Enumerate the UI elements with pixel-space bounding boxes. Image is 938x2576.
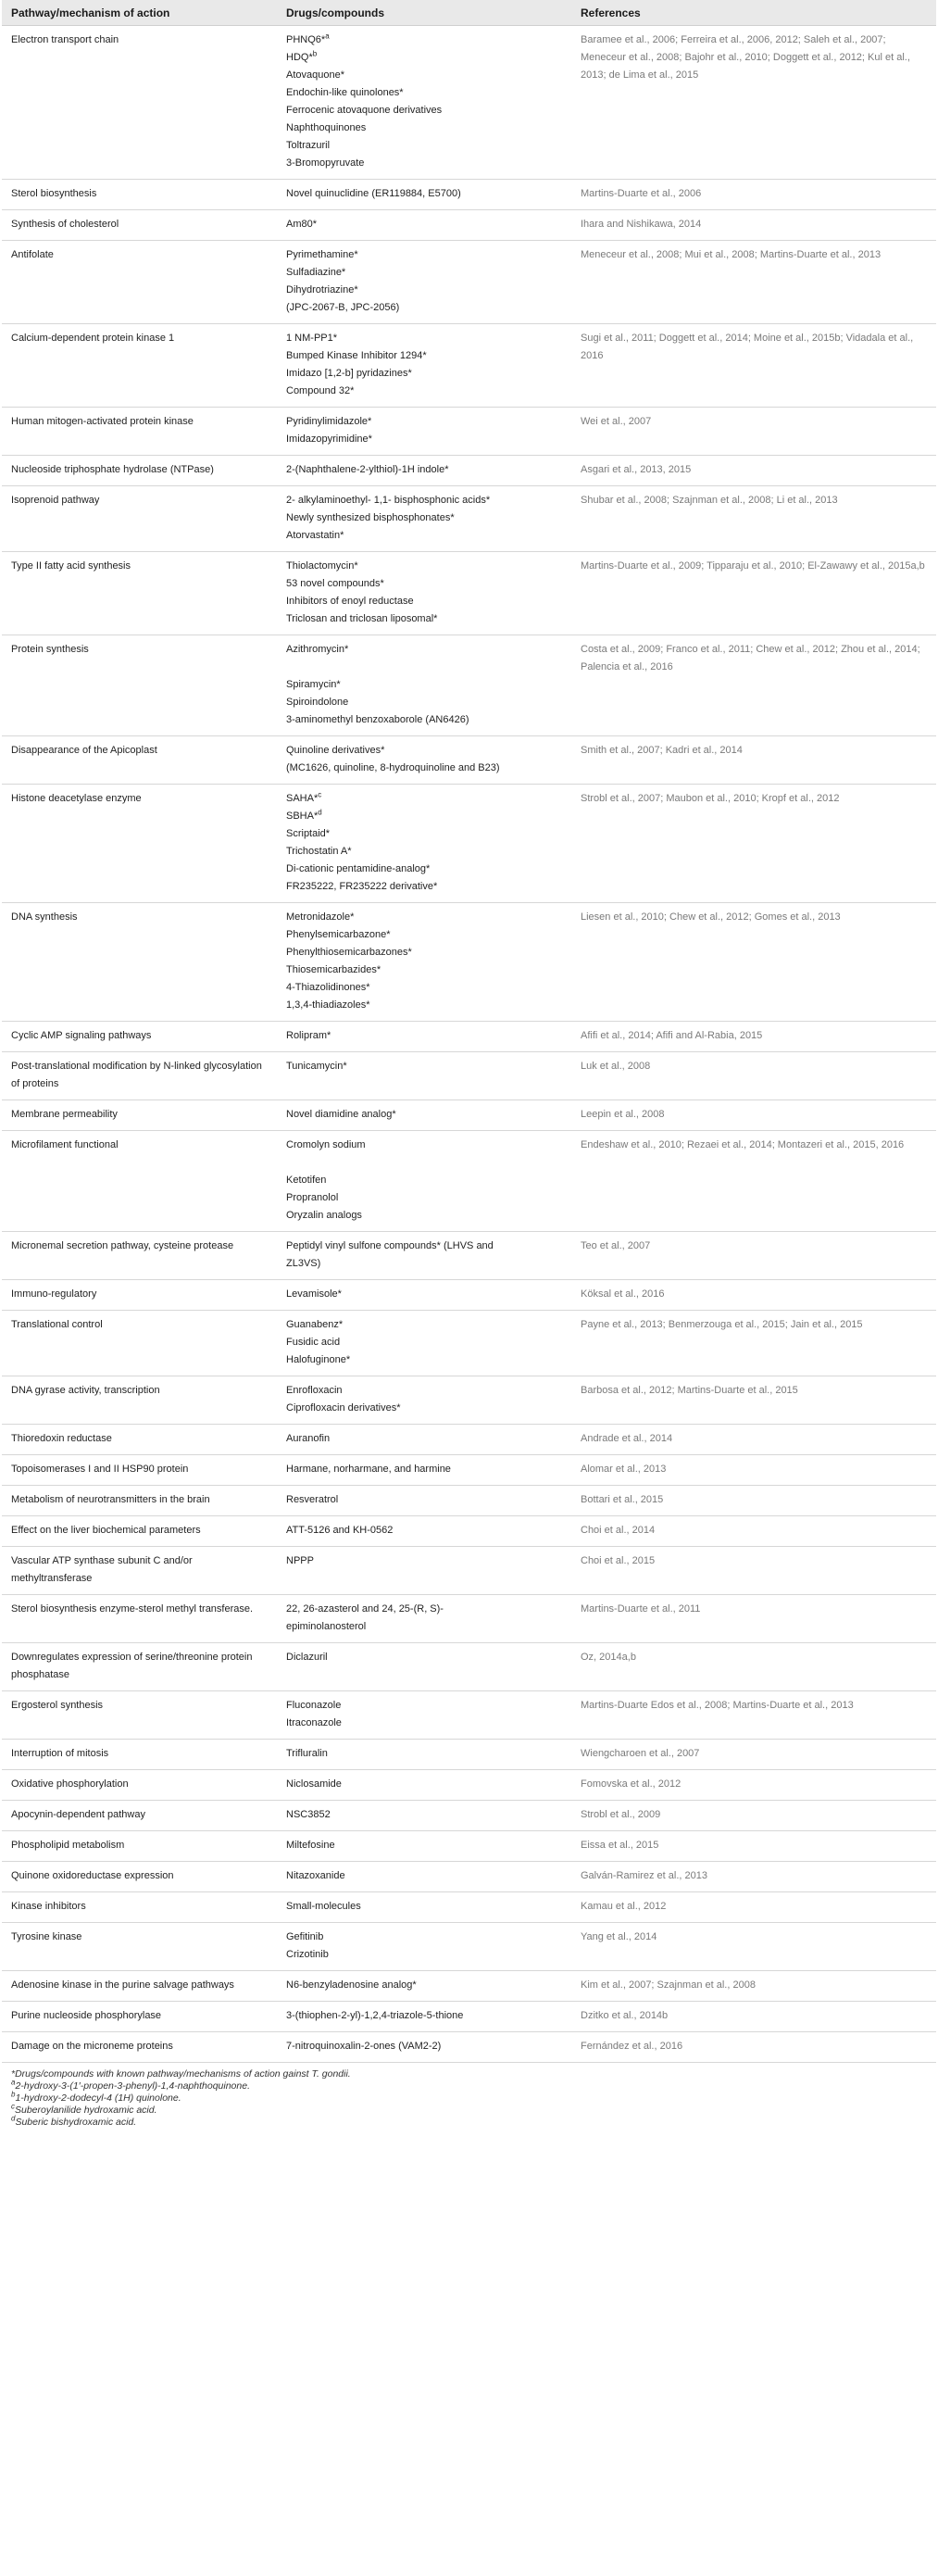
table-row [2,1595,936,1643]
drugs-cell [277,324,571,408]
drugs-cell [277,210,571,241]
drugs-cell [277,241,571,324]
drugs-cell [277,1232,571,1280]
drug-item: Ferrocenic atovaquone derivatives [286,105,443,116]
drug-item: Peptidyl vinyl sulfone compounds* (LHVS and [286,1240,494,1251]
table-row [2,736,936,785]
drug-item: Naphthoquinones [286,122,367,133]
drug-item: Resveratrol [286,1494,339,1505]
drug-item: Sulfadiazine* [286,267,346,278]
pathway-cell: Antifolate [2,241,277,324]
pathway-cell: Kinase inhibitors [2,1892,277,1923]
drugs-cell [277,1892,571,1923]
references-cell: Afifi et al., 2014; Afifi and Al-Rabia, 2015 [571,1022,936,1052]
table-row [2,2032,936,2063]
drug-item: Di-cationic pentamidine-analog* [286,863,431,874]
table-row [2,1923,936,1971]
drug-item: Compound 32* [286,385,355,396]
drugs-cell [277,1516,571,1547]
drug-item: (JPC-2067-B, JPC-2056) [286,302,400,313]
drug-item [286,659,562,676]
drug-item: Pyrimethamine* [286,249,358,260]
pathway-cell: Damage on the microneme proteins [2,2032,277,2063]
drug-item: SAHA*$^c$ [286,790,322,804]
drugs-cell [277,2032,571,2063]
table-row [2,324,936,408]
pathway-cell: Oxidative phosphorylation [2,1770,277,1801]
drug-item: 2-(Naphthalene-2-ylthiol)-1H indole* [286,464,449,475]
drug-item: Nitazoxanide [286,1870,345,1881]
drugs-cell [277,1801,571,1831]
drug-item: NPPP [286,1555,314,1566]
table-row [2,486,936,552]
pathway-cell: Immuno-regulatory [2,1280,277,1311]
drugs-cell [277,486,571,552]
pathway-cell: Electron transport chain [2,26,277,180]
references-cell: Meneceur et al., 2008; Mui et al., 2008; Martins-Duarte et al., 2013 [571,241,936,324]
drug-item: FR235222, FR235222 derivative* [286,881,438,892]
drug-item: Itraconazole [286,1717,342,1728]
drugs-cell [277,1486,571,1516]
references-cell: Martins-Duarte et al., 2011 [571,1595,936,1643]
table-row [2,26,936,180]
table-row [2,180,936,210]
drug-item: Guanabenz* [286,1319,344,1330]
drug-item: ZL3VS) [286,1258,321,1269]
pathway-cell: Sterol biosynthesis enzyme-sterol methyl transferase. [2,1595,277,1643]
references-cell: Liesen et al., 2010; Chew et al., 2012; Gomes et al., 2013 [571,903,936,1022]
references-cell: Eissa et al., 2015 [571,1831,936,1862]
pathway-cell: Ergosterol synthesis [2,1691,277,1740]
drugs-cell [277,1770,571,1801]
drug-item: Imidazopyrimidine* [286,434,372,445]
pathway-cell: Purine nucleoside phosphorylase [2,2002,277,2032]
references-cell: Wei et al., 2007 [571,408,936,456]
drug-item: Novel diamidine analog* [286,1109,396,1120]
table-row [2,1547,936,1595]
pathway-cell: Histone deacetylase enzyme [2,785,277,903]
references-cell: Martins-Duarte Edos et al., 2008; Martins-Duarte et al., 2013 [571,1691,936,1740]
drug-item: Novel quinuclidine (ER119884, E5700) [286,188,461,199]
table-row [2,1770,936,1801]
pathway-cell: Membrane permeability [2,1100,277,1131]
table-row [2,785,936,903]
drugs-cell [277,1691,571,1740]
references-cell: Andrade et al., 2014 [571,1425,936,1455]
table-row [2,408,936,456]
pathway-cell: Sterol biosynthesis [2,180,277,210]
references-cell: Martins-Duarte et al., 2006 [571,180,936,210]
pathway-cell: Thioredoxin reductase [2,1425,277,1455]
references-cell: Köksal et al., 2016 [571,1280,936,1311]
references-cell: Martins-Duarte et al., 2009; Tipparaju et al., 2010; El-Zawawy et al., 2015a,b [571,552,936,635]
drug-item: Newly synthesized bisphosphonates* [286,512,455,523]
pathway-cell: Translational control [2,1311,277,1376]
drugs-cell [277,180,571,210]
drugs-cell [277,903,571,1022]
references-cell: Strobl et al., 2009 [571,1801,936,1831]
pathway-cell: Downregulates expression of serine/threonine protein phosphatase [2,1643,277,1691]
drug-item: 7-nitroquinoxalin-2-ones (VAM2-2) [286,2041,442,2052]
pathway-cell: Type II fatty acid synthesis [2,552,277,635]
pathway-cell: Nucleoside triphosphate hydrolase (NTPase) [2,456,277,486]
table-row [2,1280,936,1311]
drug-item: 1 NM-PP1* [286,333,338,344]
drug-item: Ketotifen [286,1175,327,1186]
table-row [2,552,936,635]
pathway-cell: Disappearance of the Apicoplast [2,736,277,785]
table-row [2,1486,936,1516]
drug-item: 4-Thiazolidinones* [286,982,370,993]
references-cell: Barbosa et al., 2012; Martins-Duarte et al., 2015 [571,1376,936,1425]
drug-item: 1,3,4-thiadiazoles* [286,999,370,1011]
references-cell: Bottari et al., 2015 [571,1486,936,1516]
drug-item: 53 novel compounds* [286,578,384,589]
pathway-cell: Synthesis of cholesterol [2,210,277,241]
drug-item: Atorvastatin* [286,530,344,541]
table-row [2,241,936,324]
drugs-cell [277,1923,571,1971]
drugs-cell [277,1052,571,1100]
drug-item: 22, 26-azasterol and 24, 25-(R, S)- [286,1603,444,1615]
drug-item: Phenylsemicarbazone* [286,929,391,940]
drug-item: Dihydrotriazine* [286,284,358,295]
table-row [2,1232,936,1280]
table-row [2,1455,936,1486]
table-row [2,1311,936,1376]
references-cell: Leepin et al., 2008 [571,1100,936,1131]
table-row [2,1376,936,1425]
references-cell: Sugi et al., 2011; Doggett et al., 2014; Moine et al., 2015b; Vidadala et al., 2016 [571,324,936,408]
drug-item: Trifluralin [286,1748,328,1759]
references-cell: Baramee et al., 2006; Ferreira et al., 2006, 2012; Saleh et al., 2007; Meneceur et al., 2008; Bajohr et al., 2010; Doggett et al., 2012; Kul et al., 2013; de Lima et al., 2015 [571,26,936,180]
table-row [2,210,936,241]
table-footnotes [2,2063,936,2129]
drug-item: Trichostatin A* [286,846,352,857]
drug-item: Toltrazuril [286,140,331,151]
table-row [2,1100,936,1131]
references-cell: Asgari et al., 2013, 2015 [571,456,936,486]
table-row [2,1971,936,2002]
table-row [2,1022,936,1052]
references-cell: Payne et al., 2013; Benmerzouga et al., 2015; Jain et al., 2015 [571,1311,936,1376]
pathway-cell: Tyrosine kinase [2,1923,277,1971]
footnote: $^c$Suberoylanilide hydroxamic acid. [11,2102,157,2116]
drug-item: 3-(thiophen-2-yl)-1,2,4-triazole-5-thione [286,2010,464,2021]
table-row [2,1740,936,1770]
drug-item: Phenylthiosemicarbazones* [286,947,412,958]
header-row [2,0,936,26]
pathway-cell: Microfilament functional [2,1131,277,1232]
drug-item: Gefitinib [286,1931,324,1942]
table-row [2,903,936,1022]
drugs-cell [277,1022,571,1052]
pathway-cell: Post-translational modification by N-linked glycosylation of proteins [2,1052,277,1100]
references-cell: Smith et al., 2007; Kadri et al., 2014 [571,736,936,785]
header-references: References [571,0,936,26]
drug-item: Quinoline derivatives* [286,745,385,756]
drugs-cell [277,736,571,785]
table-header [2,0,936,26]
drugs-cell [277,552,571,635]
table-row [2,1831,936,1862]
table-row [2,1425,936,1455]
drug-item: Halofuginone* [286,1354,351,1365]
drugs-cell [277,1280,571,1311]
drugs-cell [277,1831,571,1862]
drug-item: ATT-5126 and KH-0562 [286,1525,394,1536]
pathway-cell: Isoprenoid pathway [2,486,277,552]
references-cell: Kim et al., 2007; Szajnman et al., 2008 [571,1971,936,2002]
drug-item: Pyridinylimidazole* [286,416,372,427]
drug-item: N6-benzyladenosine analog* [286,1979,417,1991]
drugs-cell [277,1862,571,1892]
drug-item: Spiramycin* [286,679,341,690]
pathway-cell: DNA gyrase activity, transcription [2,1376,277,1425]
table-row [2,635,936,736]
table-row [2,1691,936,1740]
drug-item: Cromolyn sodium [286,1139,366,1150]
drug-item: Rolipram* [286,1030,331,1041]
table-row [2,1052,936,1100]
drug-item: Imidazo [1,2-b] pyridazines* [286,368,412,379]
footnote: *Drugs/compounds with known pathway/mechanisms of action gainst T. gondii. [11,2068,351,2080]
drug-item: Thiolactomycin* [286,560,358,572]
references-cell: Wiengcharoen et al., 2007 [571,1740,936,1770]
references-cell: Luk et al., 2008 [571,1052,936,1100]
header-drugs: Drugs/compounds [277,0,571,26]
pathway-cell: Cyclic AMP signaling pathways [2,1022,277,1052]
table-row [2,1516,936,1547]
drugs-cell [277,26,571,180]
pathway-cell: Apocynin-dependent pathway [2,1801,277,1831]
drugs-cell [277,1455,571,1486]
pathway-cell: Vascular ATP synthase subunit C and/or methyltransferase [2,1547,277,1595]
drug-item: PHNQ6*$^a$ [286,31,330,45]
pathway-cell: Topoisomerases I and II HSP90 protein [2,1455,277,1486]
references-cell: Teo et al., 2007 [571,1232,936,1280]
drug-item: Fluconazole [286,1700,342,1711]
pathway-cell: Human mitogen-activated protein kinase [2,408,277,456]
drug-item: Tunicamycin* [286,1061,347,1072]
drug-item: Azithromycin* [286,644,349,655]
pathway-cell: Interruption of mitosis [2,1740,277,1770]
drugs-cell [277,1643,571,1691]
drugs-cell [277,1376,571,1425]
table-row [2,1892,936,1923]
drug-item: HDQ*$^b$ [286,49,318,63]
drugs-cell [277,1971,571,2002]
drug-item: Harmane, norharmane, and harmine [286,1464,451,1475]
drug-item: Triclosan and triclosan liposomal* [286,613,438,624]
pathway-cell: Metabolism of neurotransmitters in the brain [2,1486,277,1516]
drug-item: Miltefosine [286,1840,335,1851]
pathway-cell: Phospholipid metabolism [2,1831,277,1862]
drug-item: Endochin-like quinolones* [286,87,404,98]
table-row [2,1801,936,1831]
pathway-cell: Adenosine kinase in the purine salvage pathways [2,1971,277,2002]
pathway-cell: DNA synthesis [2,903,277,1022]
drugs-cell [277,1740,571,1770]
pathway-cell: Micronemal secretion pathway, cysteine protease [2,1232,277,1280]
drug-item: Bumped Kinase Inhibitor 1294* [286,350,427,361]
drugs-cell [277,635,571,736]
pathway-cell: Quinone oxidoreductase expression [2,1862,277,1892]
drug-item: SBHA*$^d$ [286,808,322,822]
references-cell: Shubar et al., 2008; Szajnman et al., 2008; Li et al., 2013 [571,486,936,552]
references-cell: Dzitko et al., 2014b [571,2002,936,2032]
references-cell: Choi et al., 2015 [571,1547,936,1595]
drugs-cell [277,1131,571,1232]
table-body [2,26,936,2063]
drug-item: 2- alkylaminoethyl- 1,1- bisphosphonic acids* [286,495,491,506]
drugs-cell [277,1100,571,1131]
references-cell: Fomovska et al., 2012 [571,1770,936,1801]
drug-item: 3-Bromopyruvate [286,157,365,169]
references-cell: Fernández et al., 2016 [571,2032,936,2063]
pathway-cell: Effect on the liver biochemical parameters [2,1516,277,1547]
references-cell: Yang et al., 2014 [571,1923,936,1971]
drug-item: Atovaquone* [286,69,344,81]
references-cell: Endeshaw et al., 2010; Rezaei et al., 2014; Montazeri et al., 2015, 2016 [571,1131,936,1232]
drug-item: Diclazuril [286,1652,328,1663]
drugs-cell [277,2002,571,2032]
references-cell: Oz, 2014a,b [571,1643,936,1691]
table-row [2,456,936,486]
footnote: $^d$Suberic bishydroxamic acid. [11,2114,137,2128]
drug-item [286,1154,562,1172]
drug-item: 3-aminomethyl benzoxaborole (AN6426) [286,714,469,725]
references-cell: Strobl et al., 2007; Maubon et al., 2010; Kropf et al., 2012 [571,785,936,903]
drug-item: Metronidazole* [286,911,355,923]
pathway-cell: Calcium-dependent protein kinase 1 [2,324,277,408]
drug-item: Small-molecules [286,1901,361,1912]
drug-pathway-table [2,0,936,2063]
drug-item: (MC1626, quinoline, 8-hydroquinoline and B23) [286,762,500,773]
drugs-cell [277,1311,571,1376]
drug-item: Levamisole* [286,1288,342,1300]
drugs-cell [277,408,571,456]
drug-item: Auranofin [286,1433,331,1444]
footnote: $^a$2-hydroxy-3-(1′-propen-3-phenyl)-1,4-naphthoquinone. [11,2078,250,2092]
references-cell: Kamau et al., 2012 [571,1892,936,1923]
drug-item: Fusidic acid [286,1337,341,1348]
drugs-cell [277,785,571,903]
drug-item: Spiroindolone [286,697,349,708]
header-pathway: Pathway/mechanism of action [2,0,277,26]
drug-item: Am80* [286,219,318,230]
drugs-cell [277,1595,571,1643]
drug-item: NSC3852 [286,1809,331,1820]
drug-item: Inhibitors of enoyl reductase [286,596,414,607]
references-cell: Choi et al., 2014 [571,1516,936,1547]
drug-item: Scriptaid* [286,828,331,839]
drug-item: Propranolol [286,1192,339,1203]
references-cell: Costa et al., 2009; Franco et al., 2011; Chew et al., 2012; Zhou et al., 2014; Palencia et al., 2016 [571,635,936,736]
drug-item: epiminolanosterol [286,1621,367,1632]
drugs-cell [277,456,571,486]
pathway-cell: Protein synthesis [2,635,277,736]
drug-item: Thiosemicarbazides* [286,964,381,975]
drugs-cell [277,1547,571,1595]
table-row [2,1643,936,1691]
footnote: $^b$1-hydroxy-2-dodecyl-4 (1H) quinolone. [11,2090,181,2104]
drug-item: Niclosamide [286,1778,342,1790]
drug-item: Oryzalin analogs [286,1210,362,1221]
table-row [2,1131,936,1232]
drug-item: Ciprofloxacin derivatives* [286,1402,401,1414]
drugs-cell [277,1425,571,1455]
table-row [2,2002,936,2032]
references-cell: Galván-Ramirez et al., 2013 [571,1862,936,1892]
table-row [2,1862,936,1892]
references-cell: Ihara and Nishikawa, 2014 [571,210,936,241]
drug-item: Enrofloxacin [286,1385,343,1396]
drug-item: Crizotinib [286,1949,329,1960]
references-cell: Alomar et al., 2013 [571,1455,936,1486]
